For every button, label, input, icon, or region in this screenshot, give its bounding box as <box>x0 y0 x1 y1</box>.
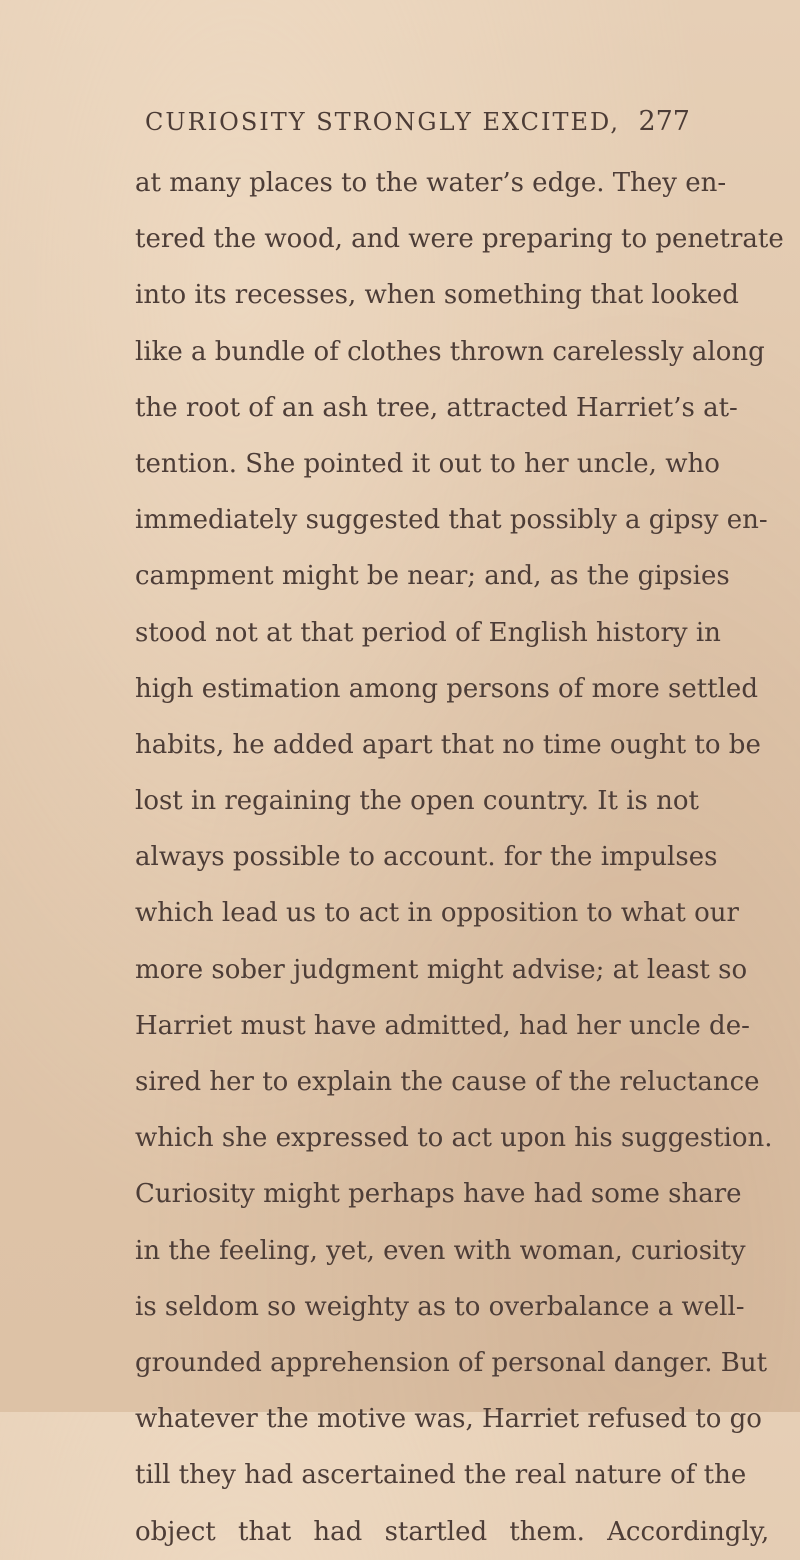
text-line: stood not at that period of English history in <box>135 617 721 648</box>
running-head <box>145 108 690 144</box>
text-line: which she expressed to act upon his suggestion. <box>135 1123 773 1154</box>
text-line: whatever the motive was, Harriet refused to go <box>135 1404 762 1435</box>
running-head-title: CURIOSITY STRONGLY EXCITED, <box>145 108 621 136</box>
text-line: campment might be near; and, as the gipsies <box>135 561 730 592</box>
text-line: habits, he added apart that no time ought to be <box>135 729 761 760</box>
body-text <box>135 155 784 1560</box>
text-line: Curiosity might perhaps have had some share <box>135 1179 742 1210</box>
text-line: immediately suggested that possibly a gipsy en- <box>135 505 768 536</box>
text-line: is seldom so weighty as to overbalance a well- <box>135 1291 745 1322</box>
text-line: at many places to the water’s edge. They en- <box>135 168 727 198</box>
text-line: lost in regaining the open country. It is not <box>135 786 699 817</box>
text-line: object that had startled them. Accordingly, <box>135 1516 770 1547</box>
text-line: into its recesses, when something that looked <box>135 280 739 311</box>
text-line: sired her to explain the cause of the reluctance <box>135 1067 760 1097</box>
text-line: the root of an ash tree, attracted Harriet’s at- <box>135 392 738 423</box>
text-line: till they had ascertained the real nature of the <box>135 1460 747 1491</box>
text-line: grounded apprehension of personal danger. But <box>135 1347 768 1378</box>
text-line: tered the wood, and were preparing to penetrate <box>135 224 784 255</box>
text-line: always possible to account. for the impulses <box>135 842 718 873</box>
text-line: tention. She pointed it out to her uncle, who <box>135 448 720 479</box>
text-line: which lead us to act in opposition to what our <box>135 898 739 929</box>
text-line: like a bundle of clothes thrown carelessly along <box>135 336 765 367</box>
text-line: Harriet must have admitted, had her uncle de- <box>135 1010 750 1041</box>
text-line: high estimation among persons of more settled <box>135 673 758 704</box>
text-line: more sober judgment might advise; at least so <box>135 954 748 985</box>
text-line: in the feeling, yet, even with woman, curiosity <box>135 1235 746 1266</box>
page-number: 277 <box>638 106 690 137</box>
